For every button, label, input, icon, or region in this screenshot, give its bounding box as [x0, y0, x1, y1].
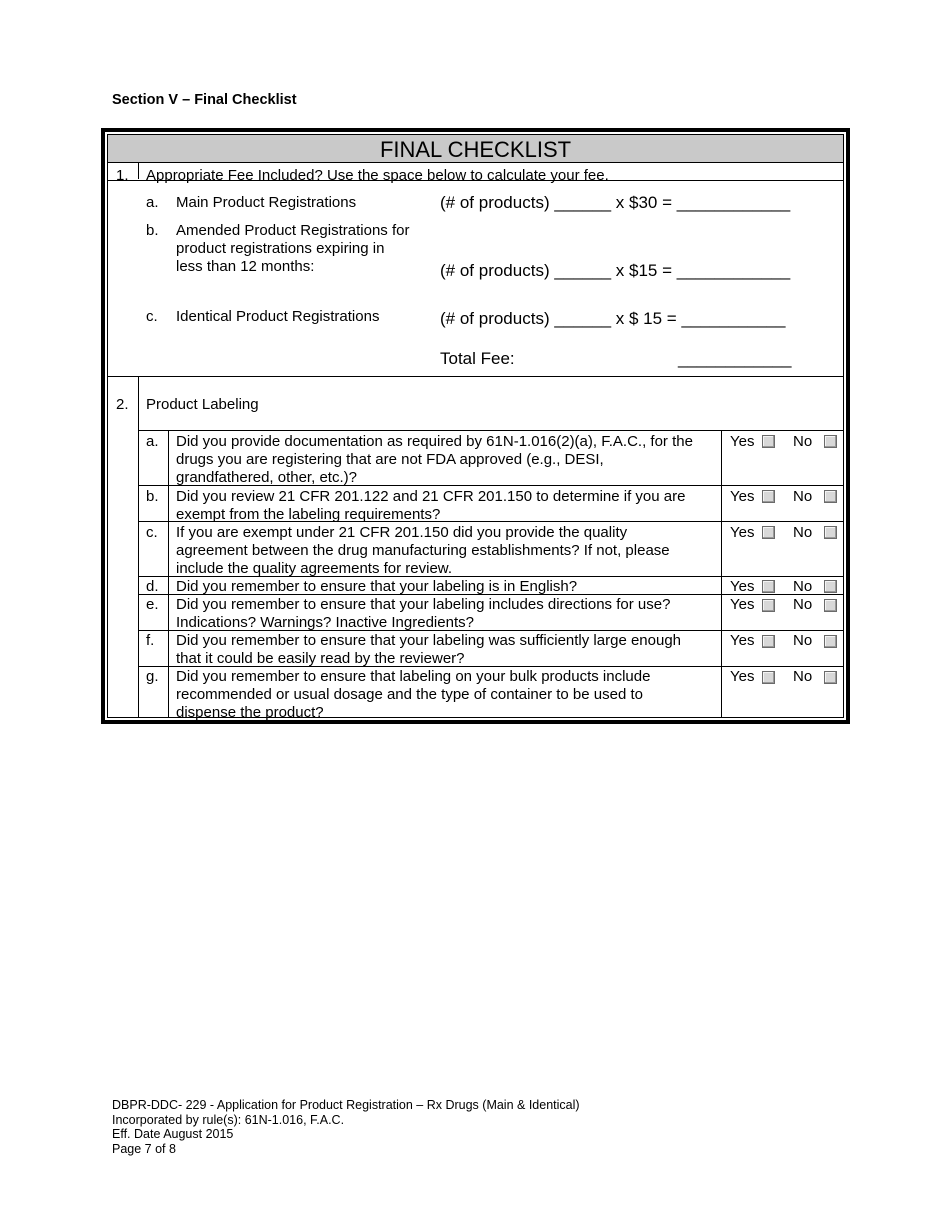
fee-calc-main[interactable]: (# of products) ______ x $30 = ____________ — [440, 193, 791, 212]
question-f-text: that it could be easily read by the reviewer? — [176, 650, 465, 667]
question-letter: f. — [146, 632, 155, 649]
footer-rule: Incorporated by rule(s): 61N-1.016, F.A.C. — [112, 1112, 345, 1127]
question-b-no-checkbox[interactable] — [824, 490, 837, 503]
no-label: No — [793, 488, 813, 505]
question-e-no-checkbox[interactable] — [824, 599, 837, 612]
fee-calc-identical[interactable]: (# of products) ______ x $ 15 = ___________ — [440, 309, 786, 328]
yes-label: Yes — [730, 578, 755, 595]
q-divider — [138, 594, 843, 595]
question-e-text: Indications? Warnings? Inactive Ingredients? — [176, 614, 474, 631]
q-divider — [138, 666, 843, 667]
no-label: No — [793, 632, 813, 649]
footer-form-title: DBPR-DDC- 229 - Application for Product Registration – Rx Drugs (Main & Identical) — [112, 1098, 580, 1112]
fee-calc-amended[interactable]: (# of products) ______ x $15 = ____________ — [440, 261, 791, 280]
fee-item-label-amended: less than 12 months: — [176, 258, 315, 275]
question-a-yes-checkbox[interactable] — [762, 435, 775, 448]
row2-title: Product Labeling — [146, 396, 259, 413]
q-answer-divider — [721, 430, 722, 717]
question-d-no-checkbox[interactable] — [824, 580, 837, 593]
section-title: Section V – Final Checklist — [112, 92, 297, 108]
question-d-text: Did you remember to ensure that your labeling is in English? — [176, 578, 578, 595]
q-divider — [138, 521, 843, 522]
question-d-yes-checkbox[interactable] — [762, 580, 775, 593]
question-f-no-checkbox[interactable] — [824, 635, 837, 648]
q-letter-divider — [168, 430, 169, 717]
page-footer — [112, 1098, 580, 1156]
checklist-header: FINAL CHECKLIST — [108, 135, 843, 163]
yes-label: Yes — [730, 524, 755, 541]
question-b-text: exempt from the labeling requirements? — [176, 506, 441, 523]
no-label: No — [793, 524, 813, 541]
question-g-yes-checkbox[interactable] — [762, 671, 775, 684]
fee-item-label-amended: product registrations expiring in — [176, 240, 385, 257]
fee-item-label-amended: Amended Product Registrations for — [176, 222, 410, 239]
question-c-yes-checkbox[interactable] — [762, 526, 775, 539]
question-g-no-checkbox[interactable] — [824, 671, 837, 684]
question-letter: d. — [146, 578, 159, 595]
question-c-text: If you are exempt under 21 CFR 201.150 did you provide the quality — [176, 524, 628, 541]
row1-question: Appropriate Fee Included? Use the space below to calculate your fee. — [146, 167, 609, 184]
fee-item-letter: a. — [146, 194, 159, 211]
footer-effective-date: Eff. Date August 2015 — [112, 1127, 234, 1141]
question-g-text: Did you remember to ensure that labeling on your bulk products include — [176, 668, 651, 685]
question-a-text: drugs you are registering that are not FDA approved (e.g., DESI, — [176, 451, 604, 468]
yes-label: Yes — [730, 668, 755, 685]
total-fee-label: Total Fee: — [440, 349, 515, 368]
fee-item-letter: c. — [146, 308, 158, 325]
no-label: No — [793, 596, 813, 613]
checklist-inner-frame — [107, 134, 844, 721]
total-fee-field[interactable]: ____________ — [678, 349, 792, 368]
fee-item-label-main: Main Product Registrations — [176, 194, 357, 211]
question-letter: g. — [146, 668, 159, 685]
yes-label: Yes — [730, 596, 755, 613]
q-divider — [138, 576, 843, 577]
question-g-text: dispense the product? — [176, 704, 324, 721]
question-f-text: Did you remember to ensure that your labeling was sufficiently large enough — [176, 632, 682, 649]
no-label: No — [793, 668, 813, 685]
question-a-text: grandfathered, other, etc.)? — [176, 469, 357, 486]
yes-label: Yes — [730, 632, 755, 649]
question-g-text: recommended or usual dosage and the type of container to be used to — [176, 686, 643, 703]
row2-number: 2. — [116, 396, 129, 413]
row1-number: 1. — [116, 167, 129, 184]
fee-item-label-identical: Identical Product Registrations — [176, 308, 380, 325]
question-letter: e. — [146, 596, 159, 613]
row2-top-border — [108, 376, 843, 377]
question-a-text: Did you provide documentation as required by 61N-1.016(2)(a), F.A.C., for the — [176, 433, 693, 450]
question-letter: a. — [146, 433, 159, 450]
final-checklist-table — [101, 128, 850, 724]
question-f-yes-checkbox[interactable] — [762, 635, 775, 648]
q-divider — [138, 430, 843, 431]
footer-page-number: Page 7 of 8 — [112, 1141, 176, 1156]
q-divider — [138, 485, 843, 486]
question-letter: c. — [146, 524, 158, 541]
question-letter: b. — [146, 488, 159, 505]
question-b-yes-checkbox[interactable] — [762, 490, 775, 503]
yes-label: Yes — [730, 433, 755, 450]
fee-item-letter: b. — [146, 222, 159, 239]
question-c-text: agreement between the drug manufacturing establishments? If not, please — [176, 542, 670, 559]
no-label: No — [793, 433, 813, 450]
question-c-text: include the quality agreements for review. — [176, 560, 452, 577]
row1-num-divider — [138, 163, 139, 179]
q-divider — [138, 630, 843, 631]
question-b-text: Did you review 21 CFR 201.122 and 21 CFR 201.150 to determine if you are — [176, 488, 686, 505]
question-c-no-checkbox[interactable] — [824, 526, 837, 539]
row1-divider — [108, 180, 843, 181]
question-a-no-checkbox[interactable] — [824, 435, 837, 448]
yes-label: Yes — [730, 488, 755, 505]
question-e-yes-checkbox[interactable] — [762, 599, 775, 612]
no-label: No — [793, 578, 813, 595]
question-e-text: Did you remember to ensure that your labeling includes directions for use? — [176, 596, 671, 613]
